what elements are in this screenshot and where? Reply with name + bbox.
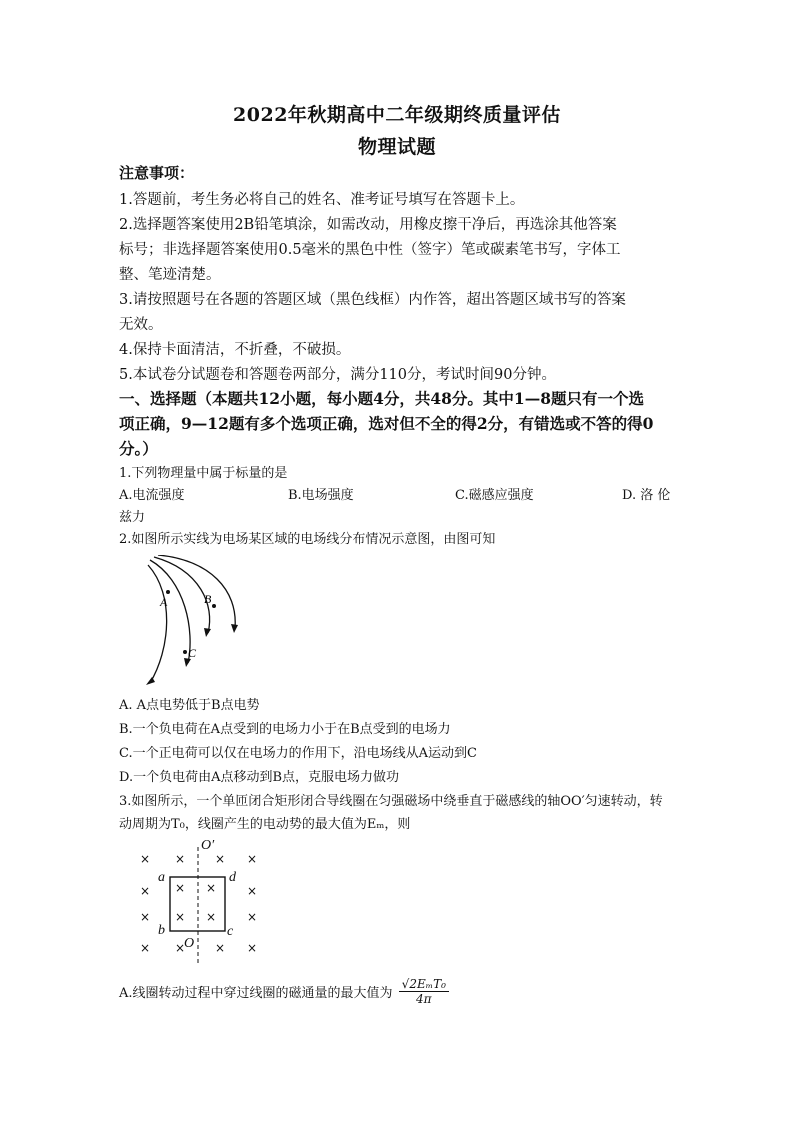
electric-field-figure — [130, 555, 250, 690]
svg-text:×: × — [247, 910, 258, 924]
q1-option-b: B.电场强度 — [288, 488, 354, 503]
q2-option-c: C.一个正电荷可以仅在电场力的作用下，沿电场线从A运动到C — [119, 746, 477, 761]
q1-option-a: A.电流强度 — [119, 488, 185, 503]
note-line: 1.答题前，考生务必将自己的姓名、准考证号填写在答题卡上。 — [119, 192, 525, 208]
svg-text:×: × — [175, 910, 186, 924]
note-line: 3.请按照题号在各题的答题区域（黑色线框）内作答，超出答题区域书写的答案 — [119, 292, 626, 308]
q3-option-a-text: A.线圈转动过程中穿过线圈的磁通量的最大值为 — [119, 986, 393, 1001]
svg-text:×: × — [247, 941, 258, 955]
note-line: 无效。 — [119, 317, 163, 333]
svg-text:O: O — [184, 936, 195, 951]
svg-text:×: × — [215, 941, 226, 955]
svg-text:×: × — [206, 910, 217, 924]
section-heading: 一、选择题（本题共12小题，每小题4分，共48分。其中1—8题只有一个选 — [119, 389, 644, 408]
svg-text:d: d — [229, 870, 236, 885]
svg-text:c: c — [227, 924, 234, 939]
note-line: 4.保持卡面清洁，不折叠，不破损。 — [119, 342, 351, 358]
section-heading: 项正确，9—12题有多个选项正确，选对但不全的得2分，有错选或不答的得0 — [119, 414, 654, 433]
q2-option-b: B.一个负电荷在A点受到的电场力小于在B点受到的电场力 — [119, 722, 451, 737]
exam-title: 2022年秋期高中二年级期终质量评估 — [233, 104, 561, 126]
fraction-numerator: √2EₘT₀ — [399, 977, 449, 992]
flux-fraction — [399, 977, 449, 1006]
note-line: 整、笔迹清楚。 — [119, 267, 221, 283]
exam-subject: 物理试题 — [357, 136, 436, 158]
question-1-stem: 1.下列物理量中属于标量的是 — [119, 466, 288, 481]
q1-option-d-cont: 兹力 — [119, 510, 146, 525]
svg-text:b: b — [158, 923, 165, 938]
label-c: C — [188, 646, 197, 660]
svg-text:×: × — [175, 852, 186, 866]
q3-option-a — [119, 977, 449, 1006]
svg-text:a: a — [158, 870, 165, 885]
question-3-stem-2: 动周期为T₀，线圈产生的电动势的最大值为Eₘ，则 — [119, 817, 411, 832]
q1-option-c: C.磁感应强度 — [455, 488, 534, 503]
svg-text:×: × — [175, 881, 186, 895]
svg-text:×: × — [206, 881, 217, 895]
svg-text:×: × — [215, 852, 226, 866]
rotating-coil-figure — [130, 835, 280, 970]
note-line: 5.本试卷分试题卷和答题卷两部分，满分110分，考试时间90分钟。 — [119, 367, 556, 383]
fraction-denominator: 4π — [416, 992, 432, 1006]
q1-option-d: D. 洛 伦 — [622, 488, 671, 503]
svg-text:×: × — [247, 884, 258, 898]
question-2-stem: 2.如图所示实线为电场某区域的电场线分布情况示意图，由图可知 — [119, 532, 496, 547]
label-b: B — [204, 592, 212, 606]
svg-text:×: × — [247, 852, 258, 866]
note-line: 标号；非选择题答案使用0.5毫米的黑色中性（签字）笔或碳素笔书写，字体工 — [119, 242, 621, 258]
svg-text:×: × — [140, 941, 151, 955]
notes-heading: 注意事项： — [119, 164, 195, 182]
svg-text:O′: O′ — [201, 838, 215, 853]
svg-text:×: × — [140, 852, 151, 866]
svg-text:×: × — [140, 910, 151, 924]
svg-text:×: × — [175, 941, 186, 955]
label-a: A — [160, 595, 168, 609]
q2-option-d: D.一个负电荷由A点移动到B点，克服电场力做功 — [119, 770, 400, 785]
q2-option-a: A. A点电势低于B点电势 — [119, 698, 260, 713]
note-line: 2.选择题答案使用2B铅笔填涂，如需改动，用橡皮擦干净后，再选涂其他答案 — [119, 217, 617, 233]
section-heading: 分。） — [119, 439, 158, 458]
svg-text:×: × — [140, 884, 151, 898]
question-3-stem-1: 3.如图所示，一个单匝闭合矩形闭合导线圈在匀强磁场中绕垂直于磁感线的轴OO′匀速转动，转 — [119, 794, 663, 809]
